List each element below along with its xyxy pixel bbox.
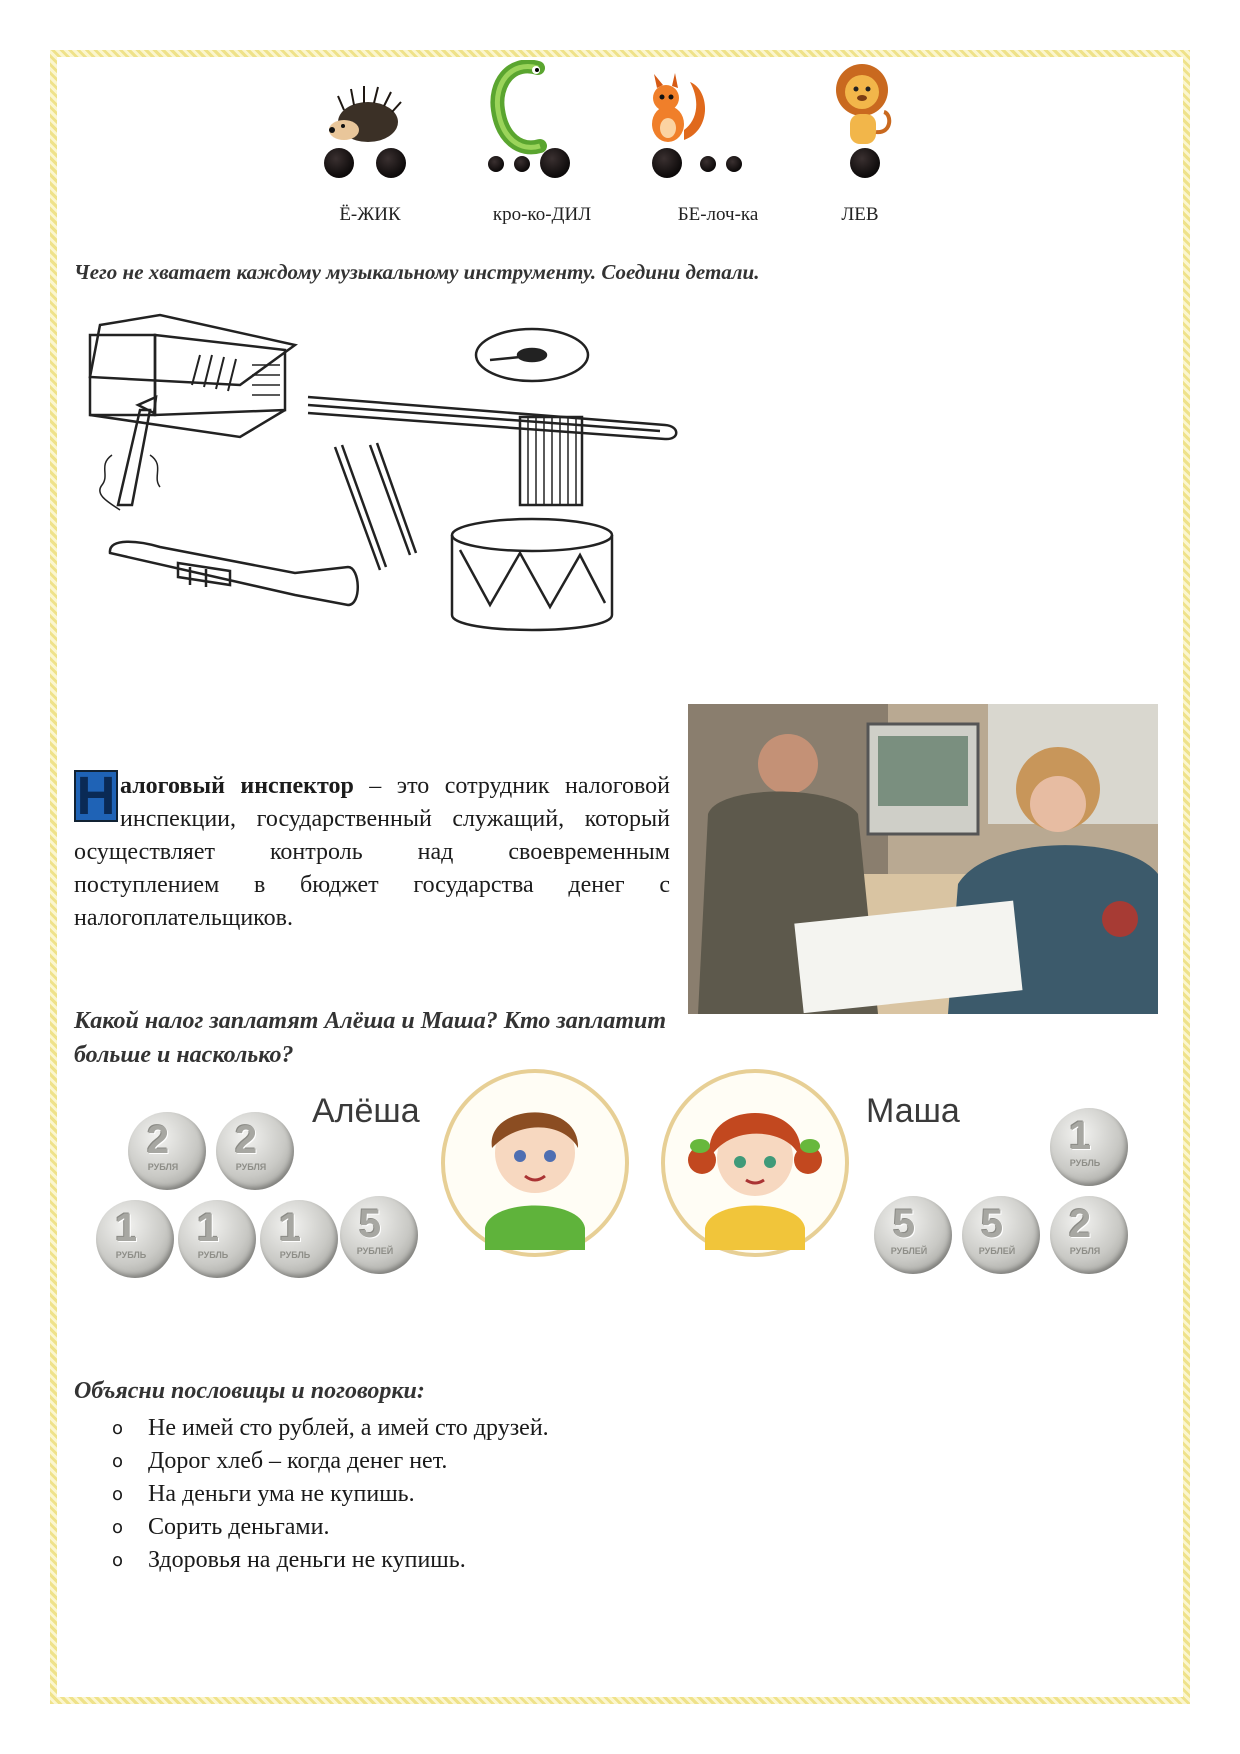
inspector-term: алоговый инспектор — [120, 773, 354, 799]
bullet-icon: o — [112, 1517, 124, 1538]
proverbs-heading: Объясни пословицы и поговорки: — [74, 1378, 425, 1404]
alyosha-name: Алёша — [312, 1092, 420, 1130]
coin: 5 РУБЛЕЙ — [874, 1196, 952, 1274]
tax-inspector-photo — [688, 704, 1158, 1014]
inspector-definition — [74, 766, 671, 935]
syllable-dot — [726, 156, 742, 172]
list-item: o Не имей сто рублей, а имей сто друзей. — [112, 1412, 549, 1445]
coin: 1 РУБЛЬ — [260, 1200, 338, 1278]
syllable-dot — [376, 148, 406, 178]
animal-label: БЕ-лоч-ка — [677, 204, 759, 225]
coin: 2 РУБЛЯ — [128, 1112, 206, 1190]
list-item: o Здоровья на деньги не купишь. — [112, 1544, 549, 1577]
syllable-dot — [488, 156, 504, 172]
drop-cap: Н — [74, 770, 118, 822]
animal-label: ЛЕВ — [841, 204, 879, 225]
syllable-dot — [850, 148, 880, 178]
syllable-dot — [540, 148, 570, 178]
coin: 2 РУБЛЯ — [216, 1112, 294, 1190]
masha-avatar — [660, 1068, 850, 1258]
coin: 2 РУБЛЯ — [1050, 1196, 1128, 1274]
bullet-icon: o — [112, 1550, 124, 1571]
coin: 1 РУБЛЬ — [178, 1200, 256, 1278]
trombone-slide-icon — [308, 397, 676, 439]
cymbal-icon — [476, 329, 588, 381]
syllable-dot — [514, 156, 530, 172]
drum-icon — [452, 519, 612, 630]
masha-name: Маша — [866, 1092, 960, 1130]
coin: 5 РУБЛЕЙ — [340, 1196, 418, 1274]
coin: 1 РУБЛЬ — [1050, 1108, 1128, 1186]
instruments-illustration — [80, 305, 700, 690]
lion-image — [830, 62, 900, 152]
coin: 1 РУБЛЬ — [96, 1200, 174, 1278]
instruments-task-text: Чего не хватает каждому музыкальному инструменту. Соедини детали. — [74, 260, 760, 284]
inspector-definition-text: – это сотрудник налоговой инспекции, государственный служащий, который осуществляет контроль над своевременным поступлением в бюджет государства денег с налогоплательщиков. — [74, 773, 671, 931]
squirrel-image — [640, 70, 710, 150]
drumsticks-icon — [335, 443, 416, 570]
animal-label: Ё-ЖИК — [339, 204, 401, 225]
alyosha-avatar — [440, 1068, 630, 1258]
proverbs-list — [112, 1412, 549, 1577]
list-item: o На деньги ума не купишь. — [112, 1478, 549, 1511]
tax-question: Какой налог заплатят Алёша и Маша? Кто заплатит больше и насколько? — [74, 1008, 667, 1068]
coin: 5 РУБЛЕЙ — [962, 1196, 1040, 1274]
crocodile-image — [490, 60, 550, 155]
syllable-dot — [324, 148, 354, 178]
list-item: o Дорог хлеб – когда денег нет. — [112, 1445, 549, 1478]
syllable-dot — [652, 148, 682, 178]
animal-label: кро-ко-ДИЛ — [492, 204, 592, 225]
bullet-icon: o — [112, 1418, 124, 1439]
hedgehog-image — [324, 80, 404, 150]
accordion-icon — [90, 315, 295, 437]
trumpet-icon — [110, 542, 358, 605]
list-item: o Сорить деньгами. — [112, 1511, 549, 1544]
bullet-icon: o — [112, 1451, 124, 1472]
syllable-dot — [700, 156, 716, 172]
bullet-icon: o — [112, 1484, 124, 1505]
